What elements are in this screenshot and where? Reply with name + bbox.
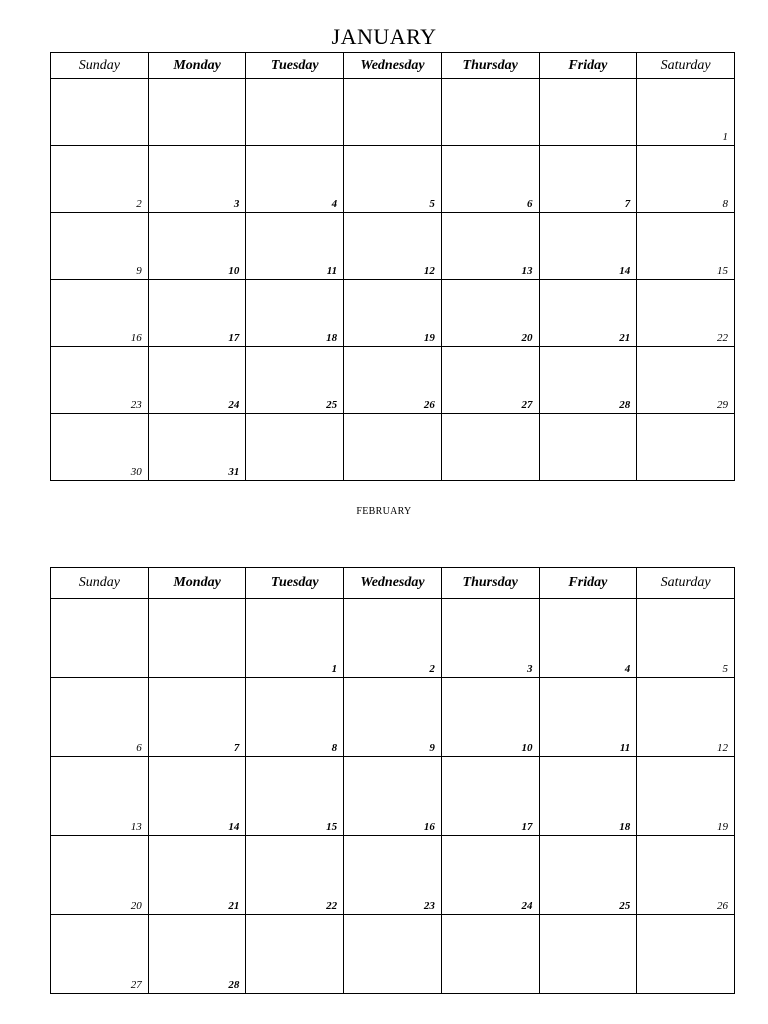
weekday-header-tuesday: Tuesday [246, 568, 344, 599]
day-cell [539, 599, 637, 678]
day-number: 2 [136, 198, 142, 210]
day-number: 29 [717, 399, 728, 411]
day-number [728, 475, 734, 477]
empty-day-cell [441, 414, 539, 481]
day-cell [539, 213, 637, 280]
day-cell [441, 347, 539, 414]
day-cell [51, 347, 149, 414]
empty-day-cell [246, 414, 344, 481]
day-number [435, 140, 441, 142]
day-cell [148, 280, 246, 347]
day-cell [51, 146, 149, 213]
day-number: 19 [423, 332, 435, 344]
day-cell [539, 836, 637, 915]
day-cell [246, 347, 344, 414]
day-cell [637, 347, 735, 414]
day-number: 25 [619, 900, 631, 912]
empty-day-cell [148, 599, 246, 678]
day-cell [637, 79, 735, 146]
day-number: 4 [331, 198, 338, 210]
week-row [51, 678, 735, 757]
day-cell [344, 757, 442, 836]
empty-day-cell [51, 79, 149, 146]
day-number: 5 [722, 663, 728, 675]
empty-day-cell [539, 79, 637, 146]
day-cell [148, 347, 246, 414]
weekday-header-saturday: Saturday [637, 568, 735, 599]
day-cell [441, 213, 539, 280]
day-cell [539, 347, 637, 414]
day-number: 16 [423, 821, 435, 833]
day-cell [539, 757, 637, 836]
weekday-header-sunday: Sunday [51, 568, 149, 599]
day-number: 28 [228, 979, 240, 991]
day-number: 19 [717, 821, 728, 833]
day-number [239, 140, 245, 142]
day-number: 11 [326, 265, 338, 277]
day-number: 8 [331, 742, 338, 754]
day-number: 31 [228, 466, 240, 478]
weekday-header-tuesday: Tuesday [246, 53, 344, 79]
day-number [142, 672, 148, 674]
day-number: 25 [326, 399, 338, 411]
day-cell [441, 678, 539, 757]
week-row [51, 146, 735, 213]
day-number: 28 [619, 399, 631, 411]
day-number: 26 [423, 399, 435, 411]
week-row [51, 915, 735, 994]
day-cell [344, 280, 442, 347]
day-number: 14 [619, 265, 631, 277]
day-cell [51, 836, 149, 915]
day-number: 11 [619, 742, 631, 754]
day-number [630, 988, 636, 990]
day-number: 7 [624, 198, 631, 210]
day-cell [148, 836, 246, 915]
day-number: 5 [429, 198, 435, 210]
weekday-header-saturday: Saturday [637, 53, 735, 79]
day-cell [539, 280, 637, 347]
day-cell [246, 678, 344, 757]
day-cell [344, 836, 442, 915]
day-number: 6 [136, 742, 142, 754]
day-number [337, 988, 343, 990]
day-number [337, 475, 343, 477]
day-number: 18 [619, 821, 631, 833]
weekday-header-thursday: Thursday [441, 568, 539, 599]
day-cell [344, 146, 442, 213]
day-number: 6 [527, 198, 533, 210]
weekday-header-wednesday: Wednesday [344, 568, 442, 599]
day-number: 1 [331, 663, 338, 675]
day-cell [51, 280, 149, 347]
day-cell [637, 146, 735, 213]
day-number: 15 [326, 821, 338, 833]
day-cell [441, 757, 539, 836]
day-number [239, 672, 245, 674]
day-number: 22 [326, 900, 338, 912]
day-cell [148, 678, 246, 757]
day-cell [51, 678, 149, 757]
day-number [435, 988, 441, 990]
day-number: 13 [521, 265, 533, 277]
weekday-header-wednesday: Wednesday [344, 53, 442, 79]
day-number: 20 [130, 900, 142, 912]
day-number: 9 [429, 742, 435, 754]
day-cell [51, 757, 149, 836]
day-number: 7 [233, 742, 240, 754]
empty-day-cell [51, 599, 149, 678]
day-number: 24 [521, 900, 533, 912]
day-number: 4 [624, 663, 631, 675]
day-cell [441, 280, 539, 347]
day-number: 21 [228, 900, 240, 912]
day-cell [246, 599, 344, 678]
day-number: 23 [130, 399, 142, 411]
day-cell [637, 280, 735, 347]
day-cell [344, 599, 442, 678]
day-cell [539, 146, 637, 213]
day-cell [148, 213, 246, 280]
empty-day-cell [441, 79, 539, 146]
day-number [630, 475, 636, 477]
empty-day-cell [246, 915, 344, 994]
day-number: 18 [326, 332, 338, 344]
weekday-header-friday: Friday [539, 568, 637, 599]
day-cell [246, 836, 344, 915]
day-number: 8 [722, 198, 728, 210]
day-number [728, 988, 734, 990]
day-cell [148, 915, 246, 994]
week-row [51, 280, 735, 347]
week-row [51, 836, 735, 915]
day-cell [441, 599, 539, 678]
day-number [337, 140, 343, 142]
empty-day-cell [344, 414, 442, 481]
weekday-header-sunday: Sunday [51, 53, 149, 79]
weekday-header-friday: Friday [539, 53, 637, 79]
day-number: 30 [130, 466, 142, 478]
day-number [435, 475, 441, 477]
empty-day-cell [539, 915, 637, 994]
day-cell [637, 599, 735, 678]
day-number [630, 140, 636, 142]
weekday-header-monday: Monday [148, 568, 246, 599]
day-number: 23 [423, 900, 435, 912]
day-cell [441, 836, 539, 915]
day-cell [539, 678, 637, 757]
day-number: 9 [136, 265, 142, 277]
empty-day-cell [637, 414, 735, 481]
day-number: 27 [521, 399, 533, 411]
empty-day-cell [148, 79, 246, 146]
weekday-header-row [51, 568, 735, 599]
day-number: 10 [228, 265, 240, 277]
day-number: 12 [717, 742, 728, 754]
empty-day-cell [246, 79, 344, 146]
week-row [51, 414, 735, 481]
weekday-header-thursday: Thursday [441, 53, 539, 79]
week-row [51, 757, 735, 836]
january-title: JANUARY [331, 24, 437, 49]
day-cell [344, 678, 442, 757]
day-number: 22 [717, 332, 728, 344]
empty-day-cell [344, 915, 442, 994]
day-number: 21 [619, 332, 631, 344]
day-cell [441, 146, 539, 213]
day-number: 14 [228, 821, 240, 833]
day-cell [246, 757, 344, 836]
february-title: FEBRUARY [356, 506, 412, 517]
week-row [51, 79, 735, 146]
day-number: 13 [130, 821, 142, 833]
day-number [142, 140, 148, 142]
day-cell [51, 915, 149, 994]
day-number: 3 [527, 663, 533, 675]
weekday-header-row [51, 53, 735, 79]
day-cell [246, 213, 344, 280]
day-cell [637, 213, 735, 280]
empty-day-cell [441, 915, 539, 994]
day-number: 24 [228, 399, 240, 411]
day-number: 12 [423, 265, 435, 277]
day-cell [637, 678, 735, 757]
day-number: 26 [717, 900, 728, 912]
day-number: 2 [429, 663, 435, 675]
day-cell [51, 414, 149, 481]
day-number: 1 [722, 131, 728, 143]
day-number: 27 [130, 979, 142, 991]
day-number: 17 [521, 821, 533, 833]
day-cell [51, 213, 149, 280]
day-cell [148, 757, 246, 836]
week-row [51, 599, 735, 678]
day-cell [344, 347, 442, 414]
day-number: 17 [228, 332, 240, 344]
day-cell [148, 414, 246, 481]
day-number [533, 140, 539, 142]
day-number [533, 988, 539, 990]
empty-day-cell [637, 915, 735, 994]
week-row [51, 347, 735, 414]
day-cell [637, 757, 735, 836]
day-number: 20 [521, 332, 533, 344]
day-cell [148, 146, 246, 213]
day-number [533, 475, 539, 477]
week-row [51, 213, 735, 280]
february-calendar [50, 567, 735, 994]
day-number: 10 [521, 742, 533, 754]
weekday-header-monday: Monday [148, 53, 246, 79]
day-cell [344, 213, 442, 280]
day-number: 3 [233, 198, 240, 210]
day-cell [637, 836, 735, 915]
empty-day-cell [539, 414, 637, 481]
day-number: 15 [717, 265, 728, 277]
day-cell [246, 280, 344, 347]
empty-day-cell [344, 79, 442, 146]
day-cell [246, 146, 344, 213]
day-number: 16 [130, 332, 142, 344]
january-calendar [50, 52, 735, 481]
